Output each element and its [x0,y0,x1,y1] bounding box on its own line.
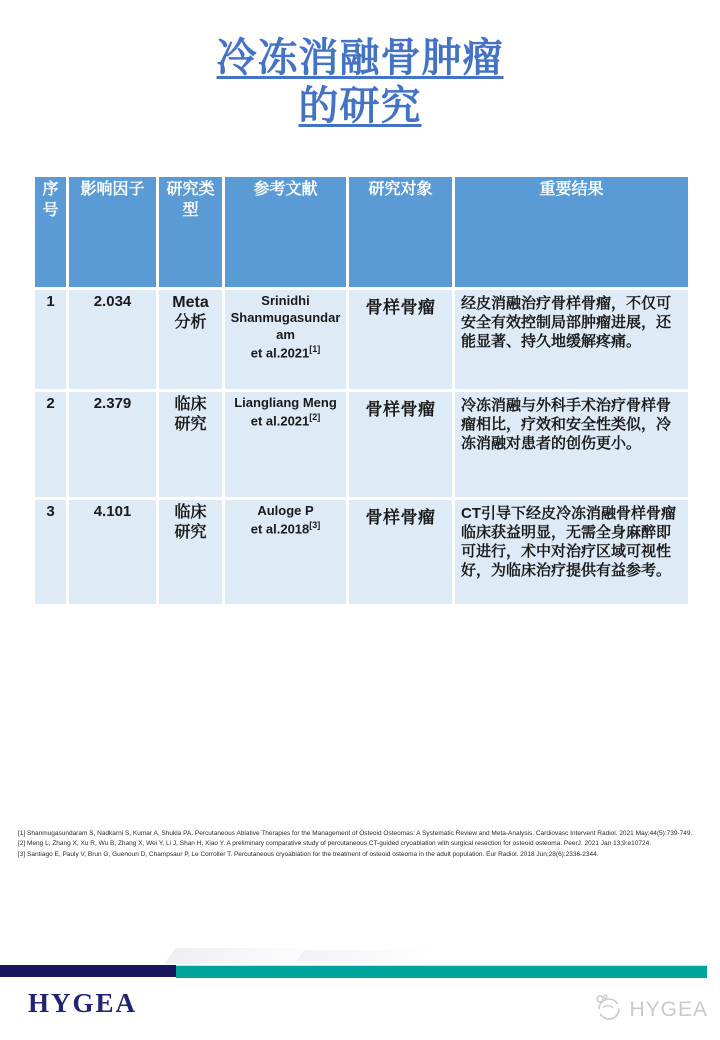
citation-superscript: [3] [309,519,321,530]
cell-no: 2 [34,391,68,499]
cell-study-type: Meta分析 [158,289,224,391]
citation-superscript: [1] [309,343,321,354]
header-cell-reference: 参考文献 [224,176,348,289]
footer-accent-decoration [296,950,434,962]
header-cell-study-type: 研究类型 [158,176,224,289]
cell-result: 经皮消融治疗骨样骨瘤，不仅可安全有效控制局部肿瘤进展，还能显著、持久地缓解疼痛。 [454,289,690,391]
header-cell-subject: 研究对象 [348,176,454,289]
footnote-3: [3] Santiago E, Pauly V, Brun G, Guenoun D, Champsaur P, Le Corroller T. Percutaneous cryoablation for the treatment of osteoid osteoma in the adult population. Eur Radiol. 2018 Jun;28(6):2336-2344. [18,850,599,858]
hygea-watermark [593,992,708,1027]
table-row [34,391,690,499]
header-cell-result: 重要结果 [454,176,690,289]
cell-reference: Auloge P et al.2018[3] [224,499,348,606]
slide-title-line2: 的研究 [298,84,422,128]
cell-reference: Liangliang Meng et al.2021[2] [224,391,348,499]
footnote-1: [1] Shanmugasundaram S, Nadkarni S, Kumar A, Shukla PA. Percutaneous Ablative Therapies for the Management of Osteoid Osteomas: A Systematic Review and Meta-Analysis. Cardiovasc Intervent Radiol. 2021 May;44(5):739-749. [18,830,693,837]
slide-title [0,0,720,130]
cell-result: CT引导下经皮冷冻消融骨样骨瘤临床获益明显，无需全身麻醉即可进行，术中对治疗区域可视性好，为临床治疗提供有益参考。 [454,499,690,606]
cell-study-type: 临床研究 [158,499,224,606]
cell-reference: Srinidhi Shanmugasundaram et al.2021[1] [224,289,348,391]
table-row [34,499,690,606]
header-cell-no: 序号 [34,176,68,289]
hygea-watermark-icon [593,992,623,1027]
cell-no: 3 [34,499,68,606]
footer-teal-bar [176,965,707,978]
cell-impact-factor: 2.379 [68,391,158,499]
header-cell-impact-factor: 影响因子 [68,176,158,289]
footnotes-block [18,829,710,860]
footnote-2: [2] Meng L, Zhang X, Xu R, Wu B, Zhang X, Wei Y, Li J, Shan H, Xiao Y. A preliminary comparative study of percutaneous CT-guided cryoablation with surgical resection for osteoid osteoma. PeerJ. 2021 Jan 13;9:e10724. [18,840,652,848]
cell-subject: 骨样骨瘤 [348,289,454,391]
cell-subject: 骨样骨瘤 [348,391,454,499]
cell-impact-factor: 2.034 [68,289,158,391]
citation-superscript: [2] [309,411,321,422]
slide-title-line1: 冷冻消融骨肿瘤 [216,36,504,80]
footer-navy-bar [0,965,176,977]
study-table [32,174,691,607]
cell-subject: 骨样骨瘤 [348,499,454,606]
cell-study-type: 临床研究 [158,391,224,499]
cell-impact-factor: 4.101 [68,499,158,606]
table-row [34,289,690,391]
table-header-row [34,176,690,289]
hygea-watermark-text: HYGEA [629,997,708,1021]
hygea-logo-text: HYGEA [28,988,138,1018]
cell-no: 1 [34,289,68,391]
cell-result: 冷冻消融与外科手术治疗骨样骨瘤相比，疗效和安全性类似，冷冻消融对患者的创伤更小。 [454,391,690,499]
